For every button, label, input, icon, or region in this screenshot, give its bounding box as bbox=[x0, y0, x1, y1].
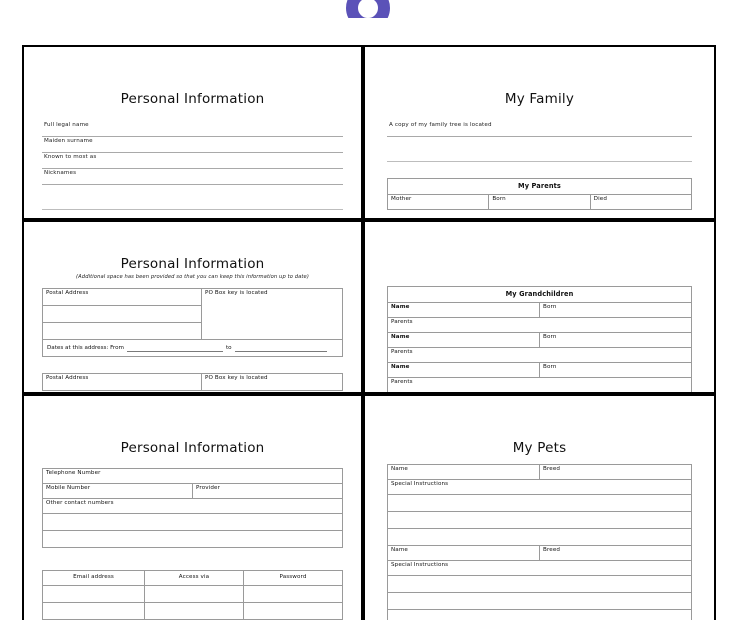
table-header-row bbox=[43, 571, 343, 586]
table-row[interactable] bbox=[388, 303, 692, 318]
field-row[interactable] bbox=[42, 169, 343, 185]
ruled-field-list bbox=[387, 121, 692, 162]
field-row-blank[interactable] bbox=[387, 146, 692, 162]
my-pets-table[interactable] bbox=[387, 464, 692, 620]
cell-name[interactable]: Name bbox=[388, 333, 540, 348]
cell-special-instructions[interactable]: Special Instructions bbox=[388, 480, 692, 495]
brand-logo bbox=[0, 0, 735, 18]
ring-logo-icon bbox=[346, 0, 390, 18]
field-row[interactable] bbox=[42, 121, 343, 137]
cell-blank[interactable] bbox=[388, 610, 692, 620]
cell-breed[interactable]: Breed bbox=[540, 546, 692, 561]
postal-address-table-2[interactable] bbox=[42, 373, 343, 391]
table-row[interactable] bbox=[388, 546, 692, 561]
field-row[interactable] bbox=[42, 153, 343, 169]
date-from-blank[interactable] bbox=[127, 345, 223, 352]
cell-provider[interactable]: Provider bbox=[193, 484, 343, 499]
cell-blank[interactable] bbox=[43, 603, 145, 620]
header-access-via: Access via bbox=[145, 571, 244, 586]
header-password: Password bbox=[244, 571, 343, 586]
table-row[interactable] bbox=[388, 495, 692, 512]
cell-breed[interactable]: Breed bbox=[540, 465, 692, 480]
page-title: My Family bbox=[504, 91, 575, 107]
cell-died[interactable]: Died bbox=[590, 195, 691, 210]
telephone-table[interactable] bbox=[42, 468, 343, 548]
table-header-cell: My Grandchildren bbox=[388, 287, 692, 303]
table-row[interactable] bbox=[388, 333, 692, 348]
page-title: My Pets bbox=[512, 440, 567, 456]
cell-blank[interactable] bbox=[145, 586, 244, 603]
cell-born[interactable]: Born bbox=[540, 333, 692, 348]
postal-address-table[interactable] bbox=[42, 288, 343, 340]
page-my-grandchildren[interactable] bbox=[363, 220, 716, 394]
cell-special-instructions[interactable]: Special Instructions bbox=[388, 561, 692, 576]
cell-name[interactable]: Name bbox=[388, 546, 540, 561]
cell-postal-address[interactable]: Postal Address bbox=[43, 374, 202, 391]
dates-to-label: to bbox=[225, 345, 232, 351]
table-row[interactable] bbox=[388, 363, 692, 378]
email-access-table[interactable] bbox=[42, 570, 343, 620]
cell-blank[interactable] bbox=[388, 512, 692, 529]
table-row[interactable] bbox=[388, 195, 692, 210]
field-label: A copy of my family tree is located bbox=[389, 122, 492, 128]
field-label: Known to most as bbox=[44, 154, 97, 160]
cell-po-box-key[interactable]: PO Box key is located bbox=[202, 289, 343, 340]
table-row[interactable] bbox=[388, 512, 692, 529]
cell-address-line[interactable] bbox=[43, 306, 202, 323]
date-to-blank[interactable] bbox=[235, 345, 327, 352]
my-parents-table[interactable] bbox=[387, 178, 692, 210]
cell-blank[interactable] bbox=[145, 603, 244, 620]
table-row[interactable] bbox=[43, 531, 343, 548]
cell-blank[interactable] bbox=[244, 603, 343, 620]
field-row[interactable] bbox=[387, 121, 692, 137]
table-row[interactable] bbox=[43, 469, 343, 484]
cell-parents[interactable]: Parents bbox=[388, 318, 692, 333]
dates-at-address-row[interactable] bbox=[42, 340, 343, 357]
cell-parents[interactable]: Parents bbox=[388, 348, 692, 363]
table-row[interactable] bbox=[43, 374, 343, 391]
cell-born[interactable]: Born bbox=[540, 303, 692, 318]
table-header-cell: My Parents bbox=[388, 179, 692, 195]
table-row[interactable] bbox=[388, 576, 692, 593]
field-label: Nicknames bbox=[44, 170, 77, 176]
cell-blank[interactable] bbox=[388, 593, 692, 610]
field-label: Maiden surname bbox=[44, 138, 93, 144]
field-row[interactable] bbox=[42, 137, 343, 153]
cell-blank[interactable] bbox=[388, 529, 692, 546]
table-row[interactable] bbox=[388, 348, 692, 363]
cell-name[interactable]: Name bbox=[388, 303, 540, 318]
ruled-field-list bbox=[42, 121, 343, 210]
cell-blank[interactable] bbox=[388, 576, 692, 593]
field-label: Full legal name bbox=[44, 122, 89, 128]
dates-from-label: Dates at this address: From bbox=[47, 345, 124, 351]
page-my-pets[interactable] bbox=[363, 394, 716, 620]
my-grandchildren-table[interactable] bbox=[387, 286, 692, 393]
page-title: Personal Information bbox=[120, 256, 265, 272]
cell-other-contact-numbers[interactable]: Other contact numbers bbox=[43, 499, 343, 514]
cell-blank[interactable] bbox=[43, 586, 145, 603]
table-row[interactable] bbox=[388, 378, 692, 393]
page-title: Personal Information bbox=[120, 440, 265, 456]
cell-po-box-key[interactable]: PO Box key is located bbox=[202, 374, 343, 391]
cell-blank[interactable] bbox=[388, 495, 692, 512]
cell-name[interactable]: Name bbox=[388, 465, 540, 480]
table-row[interactable] bbox=[388, 480, 692, 495]
table-header-row bbox=[388, 287, 692, 303]
table-row[interactable] bbox=[388, 610, 692, 620]
page-personal-information-names[interactable] bbox=[22, 45, 363, 220]
table-row[interactable] bbox=[388, 561, 692, 576]
cell-blank[interactable] bbox=[43, 531, 343, 548]
cell-address-line[interactable] bbox=[43, 323, 202, 340]
cell-postal-address[interactable]: Postal Address bbox=[43, 289, 202, 306]
table-row[interactable] bbox=[43, 499, 343, 514]
cell-born[interactable]: Born bbox=[489, 195, 590, 210]
table-row[interactable] bbox=[43, 289, 343, 306]
page-my-family[interactable] bbox=[363, 45, 716, 220]
table-row[interactable] bbox=[43, 586, 343, 603]
cell-mobile-number[interactable]: Mobile Number bbox=[43, 484, 193, 499]
table-row[interactable] bbox=[43, 484, 343, 499]
page-personal-information-contact[interactable] bbox=[22, 394, 363, 620]
cell-blank[interactable] bbox=[244, 586, 343, 603]
table-row[interactable] bbox=[388, 318, 692, 333]
table-header-row bbox=[388, 179, 692, 195]
cell-mother[interactable]: Mother bbox=[388, 195, 489, 210]
table-row[interactable] bbox=[388, 593, 692, 610]
table-row[interactable] bbox=[388, 465, 692, 480]
table-row[interactable] bbox=[43, 514, 343, 531]
table-row[interactable] bbox=[388, 529, 692, 546]
page-personal-information-address[interactable] bbox=[22, 220, 363, 394]
page-thumbnail-grid bbox=[22, 45, 716, 620]
cell-born[interactable]: Born bbox=[540, 363, 692, 378]
header-email-address: Email address bbox=[43, 571, 145, 586]
table-row[interactable] bbox=[43, 603, 343, 620]
page-title: Personal Information bbox=[120, 91, 265, 107]
page-subtitle: (Additional space has been provided so that you can keep this information up to date) bbox=[76, 274, 309, 280]
field-row-blank[interactable] bbox=[42, 194, 343, 210]
cell-blank[interactable] bbox=[43, 514, 343, 531]
cell-parents[interactable]: Parents bbox=[388, 378, 692, 393]
cell-telephone-number[interactable]: Telephone Number bbox=[43, 469, 343, 484]
cell-name[interactable]: Name bbox=[388, 363, 540, 378]
